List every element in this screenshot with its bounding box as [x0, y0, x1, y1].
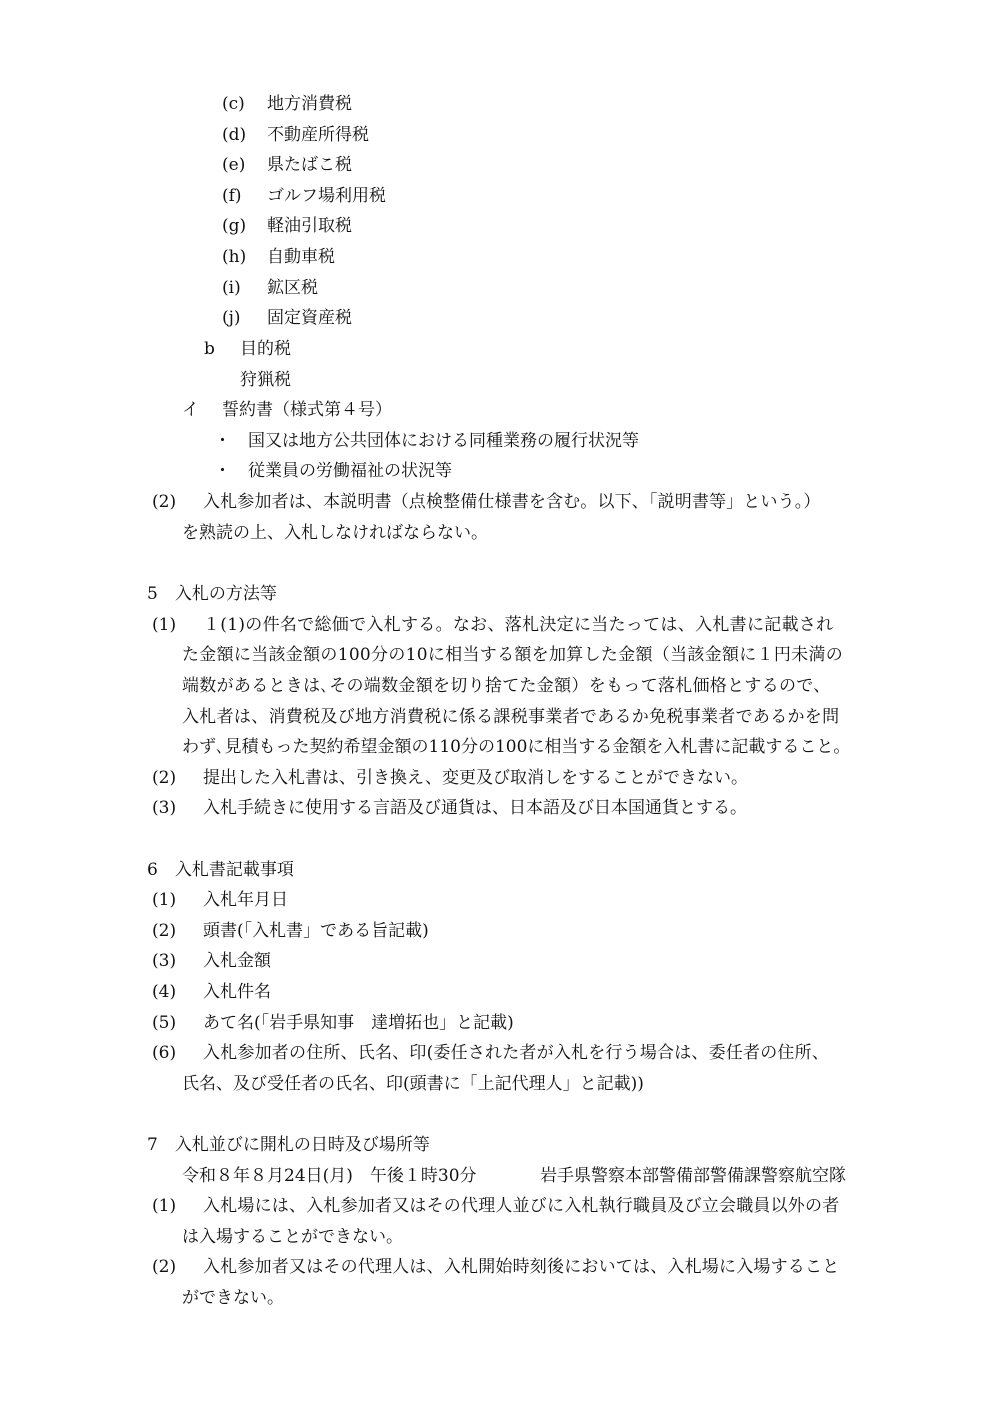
list-item: 固定資産税	[267, 308, 352, 328]
list-label: (h)	[222, 247, 247, 267]
paragraph-line: ができない。	[182, 1288, 284, 1308]
list-item: 入札金額	[203, 951, 271, 971]
datetime-text: 令和８年８月24日(月) 午後１時30分	[182, 1166, 477, 1186]
paragraph-label: (1)	[152, 1196, 177, 1216]
paragraph-line: わず､見積もった契約希望金額の110分の100に相当する金額を入札書に記載すること。	[182, 737, 851, 757]
paragraph-line: １(1)の件名で総価で入札する。なお、落札決定に当たっては、入札書に記載され	[203, 615, 834, 635]
list-label: (i)	[222, 278, 241, 298]
paragraph-label: (2)	[152, 768, 177, 788]
list-item: 鉱区税	[267, 278, 318, 298]
list-item: 軽油引取税	[267, 216, 352, 236]
list-item: 県たばこ税	[267, 155, 352, 175]
list-label: (d)	[222, 125, 247, 145]
paragraph-line: 提出した入札書は、引き換え、変更及び取消しをすることができない。	[203, 768, 749, 788]
list-item: 狩猟税	[240, 370, 291, 390]
section-heading: 7 入札並びに開札の日時及び場所等	[147, 1135, 430, 1155]
list-label: (1)	[152, 890, 177, 910]
paragraph-label: (6)	[152, 1043, 177, 1063]
list-item: ゴルフ場利用税	[267, 186, 386, 206]
list-label: (j)	[222, 308, 241, 328]
list-label: (2)	[152, 921, 177, 941]
section-heading: 5 入札の方法等	[147, 584, 277, 604]
list-item: あて名(「岩手県知事 達増拓也」と記載)	[203, 1013, 514, 1033]
list-label: (4)	[152, 982, 177, 1002]
list-label: (c)	[222, 94, 245, 114]
paragraph-line: 入札参加者の住所、氏名、印(委任された者が入札を行う場合は、委任者の住所、	[203, 1043, 830, 1063]
paragraph-line: 入札参加者は、本説明書（点検整備仕様書を含む。以下、「説明書等」という。）	[203, 492, 821, 512]
paragraph-line: た金額に当該金額の100分の10に相当する額を加算した金額（当該金額に１円未満の	[182, 645, 844, 665]
paragraph-label: (3)	[152, 798, 177, 818]
list-label: (3)	[152, 951, 177, 971]
list-label: イ	[182, 400, 199, 420]
list-label: (e)	[222, 155, 246, 175]
list-item: 入札件名	[203, 982, 271, 1002]
paragraph-line: 入札場には、入札参加者又はその代理人並びに入札執行職員及び立会職員以外の者	[203, 1196, 840, 1216]
list-item: 頭書(「入札書」である旨記載)	[203, 921, 429, 941]
list-label: (f)	[222, 186, 242, 206]
list-item: 入札年月日	[203, 890, 288, 910]
list-label: b	[204, 339, 215, 359]
list-item: 誓約書（様式第４号）	[222, 400, 392, 420]
paragraph-line: 端数があるときは､その端数金額を切り捨てた金額）をもって落札価格とするので、	[182, 676, 831, 696]
paragraph-line: 入札手続きに使用する言語及び通貨は、日本語及び日本国通貨とする。	[203, 798, 747, 818]
paragraph-line: 入札者は、消費税及び地方消費税に係る課税事業者であるか免税事業者であるかを問	[182, 707, 840, 727]
paragraph-line: 入札参加者又はその代理人は、入札開始時刻後においては、入札場に入場すること	[203, 1257, 840, 1277]
bullet-item: ・ 従業員の労働福祉の状況等	[214, 461, 452, 481]
paragraph-label: (1)	[152, 615, 177, 635]
place-text: 岩手県警察本部警備部警備課警察航空隊	[540, 1166, 846, 1186]
list-label: (g)	[222, 216, 247, 236]
list-item: 不動産所得税	[267, 125, 369, 145]
section-heading: 6 入札書記載事項	[147, 860, 294, 880]
paragraph-label: (2)	[152, 492, 177, 512]
paragraph-line: は入場することができない。	[182, 1227, 403, 1247]
list-label: (5)	[152, 1013, 177, 1033]
paragraph-label: (2)	[152, 1257, 177, 1277]
bullet-item: ・ 国又は地方公共団体における同種業務の履行状況等	[214, 431, 639, 451]
list-item: 目的税	[240, 339, 291, 359]
list-item: 地方消費税	[267, 94, 352, 114]
paragraph-line: 氏名、及び受任者の氏名、印(頭書に「上記代理人」と記載))	[182, 1074, 644, 1094]
paragraph-line: を熟読の上、入札しなければならない。	[182, 523, 488, 543]
list-item: 自動車税	[267, 247, 335, 267]
